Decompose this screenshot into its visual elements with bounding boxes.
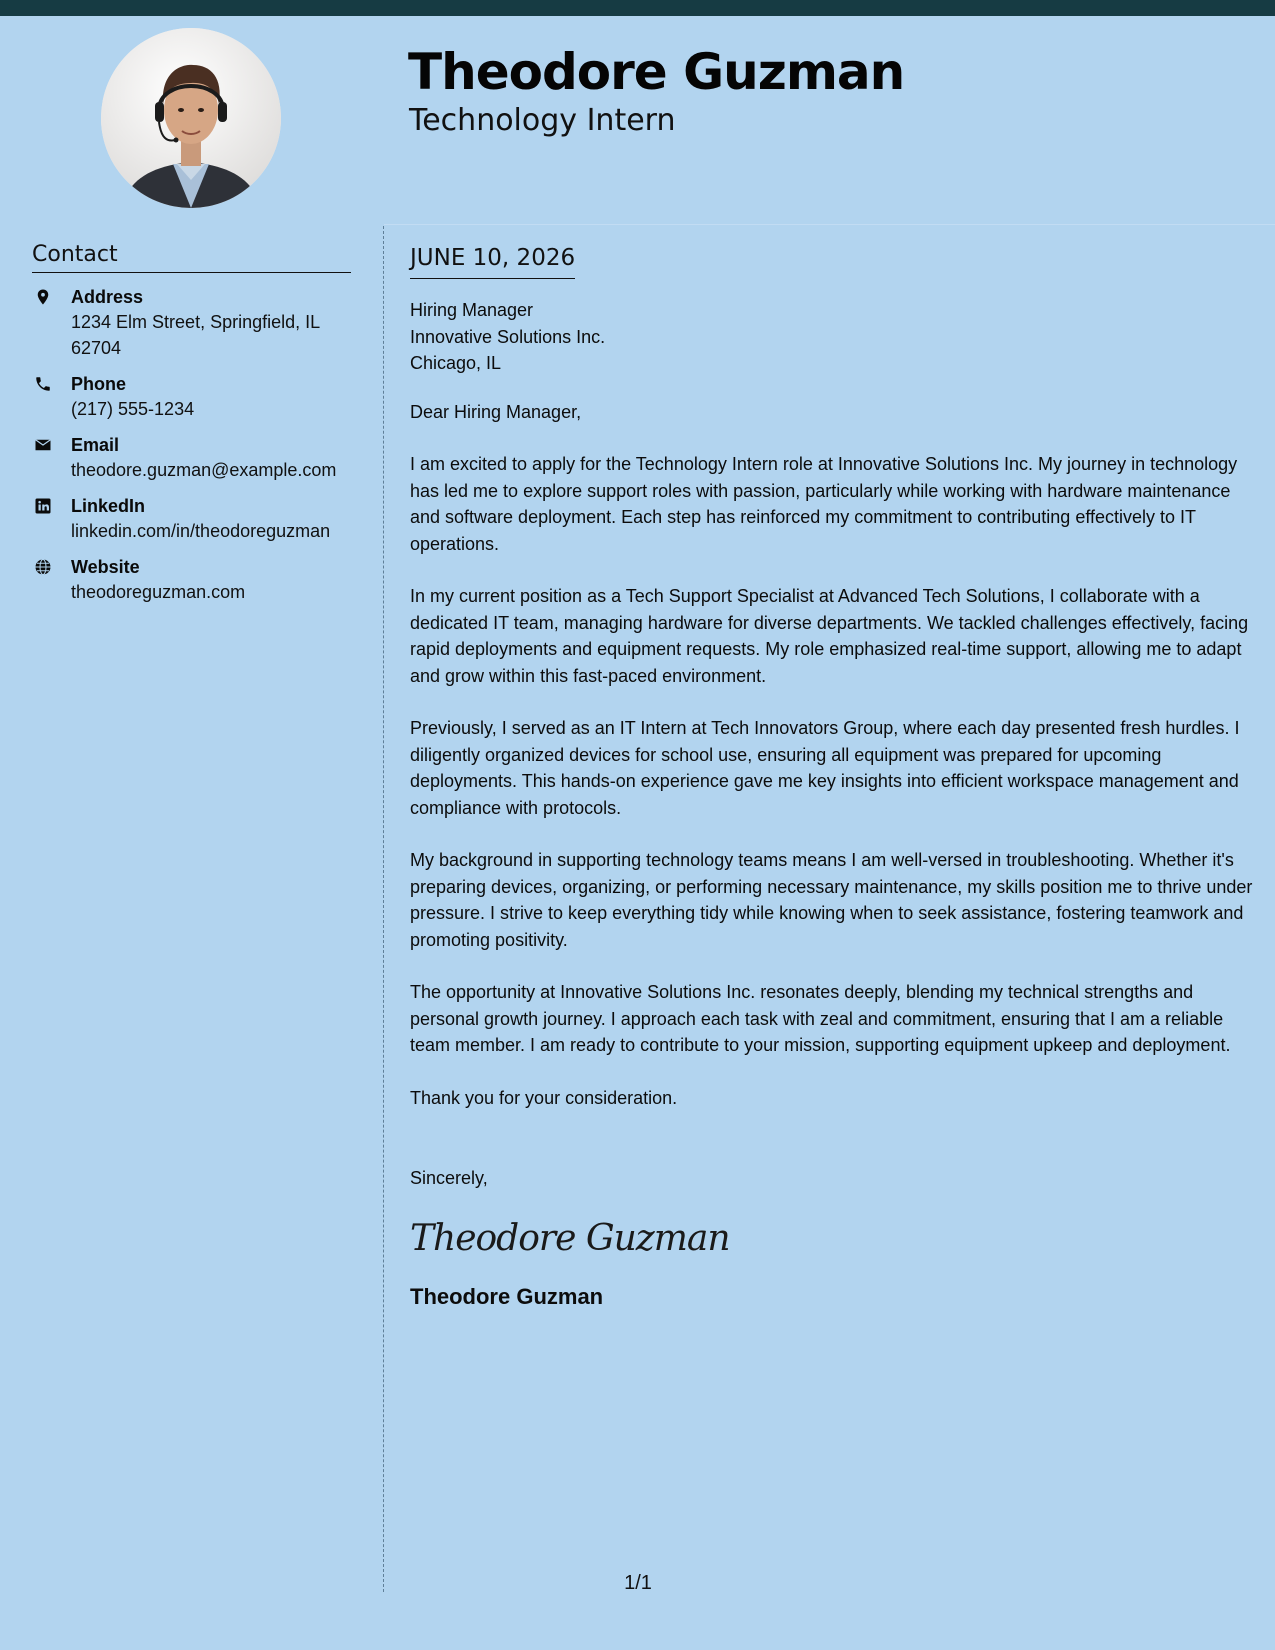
envelope-icon [34,436,52,454]
contact-label: Email [71,435,120,455]
contact-label: LinkedIn [71,496,146,516]
contact-phone [32,372,351,422]
letter-date: JUNE 10, 2026 [410,242,575,279]
letter-paragraph: Thank you for your consideration. [410,1087,678,1108]
contact-value: theodoreguzman.com [71,582,246,602]
map-pin-icon [34,288,52,306]
handwritten-signature: Theodore Guzman [410,1217,730,1259]
contact-address [32,285,351,361]
salutation: Dear Hiring Manager, [410,401,582,422]
contact-label: Website [71,557,140,577]
signer-name: Theodore Guzman [410,1283,604,1309]
letter-paragraph: I am excited to apply for the Technology Intern role at Innovative Solutions Inc. My journey in technology has led me to explore support roles with passion, particularly while working with hardware maintenance and software deployment. Each step has reinforced my commitment to contributing effectively to IT operations. [410,454,1238,554]
contact-website [32,555,351,605]
applicant-name: Theodore Guzman [408,43,905,101]
page-number: 1/1 [624,1572,652,1594]
letter-paragraph: Previously, I served as an IT Intern at Tech Innovators Group, where each day presented fresh hurdles. I diligently organized devices for school use, ensuring all equipment was prepared for upcoming deployments. This hands-on experience gave me key insights into efficient workspace management and compliance with protocols. [410,718,1240,818]
contact-heading: Contact [32,240,351,273]
header-divider [384,224,1275,225]
contact-value: 1234 Elm Street, Springfield, IL 62704 [71,312,320,358]
contact-linkedin [32,494,351,544]
top-bar [0,0,1275,16]
recipient-line: Chicago, IL [410,353,502,373]
contact-label: Address [71,287,144,307]
letter-paragraph: My background in supporting technology teams means I am well-versed in troubleshooting. Whether it's preparing devices, organizing, or performing necessary maintenance, my skills position me to thrive under pressure. I strive to keep everything tidy while knowing when to seek assistance, fostering teamwork and promoting positivity. [410,850,1253,950]
contact-list [32,285,351,605]
letter-paragraph: In my current position as a Tech Support Specialist at Advanced Tech Solutions, I collaborate with a dedicated IT team, managing hardware for diverse departments. We tackled challenges effectively, facing rapid deployments and equipment requests. My role emphasized real-time support, allowing me to adapt and grow within this fast-paced environment. [410,586,1249,686]
profile-photo [101,28,281,208]
phone-icon [34,375,52,393]
cover-letter-body [410,242,1258,1312]
recipient-line: Innovative Solutions Inc. [410,326,606,347]
contact-sidebar [32,240,351,616]
contact-value: (217) 555-1234 [71,399,195,419]
contact-email [32,433,351,483]
linkedin-icon [34,497,52,515]
globe-icon [34,558,52,576]
contact-value: theodore.guzman@example.com [71,460,337,480]
job-title: Technology Intern [409,103,676,138]
closing: Sincerely, [410,1168,488,1188]
avatar [101,28,281,208]
recipient-line: Hiring Manager [410,300,534,320]
recipient-block [410,297,1258,377]
column-divider [383,226,384,1592]
contact-value: linkedin.com/in/theodoreguzman [71,521,331,541]
contact-label: Phone [71,374,127,394]
letter-paragraph: The opportunity at Innovative Solutions Inc. resonates deeply, blending my technical strengths and personal growth journey. I approach each task with zeal and commitment, ensuring that I am a reliable team member. I am ready to contribute to your mission, supporting equipment upkeep and deployment. [410,982,1231,1055]
